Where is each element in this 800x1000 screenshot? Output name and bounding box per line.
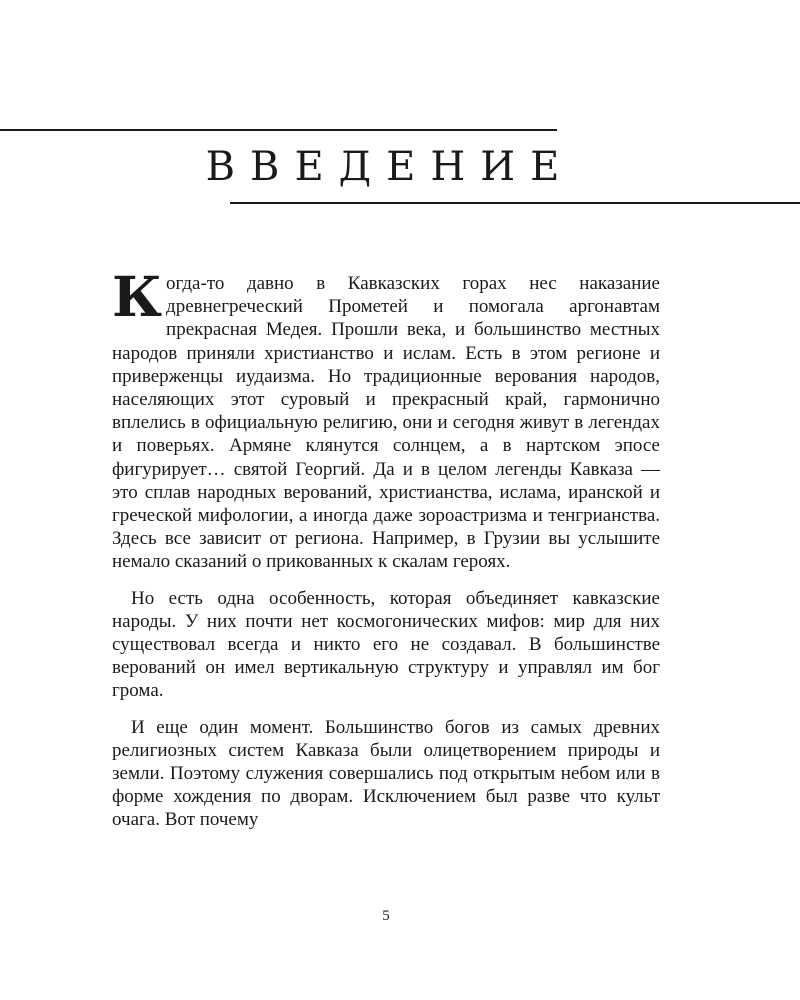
chapter-title: ВВЕДЕНИЕ: [205, 144, 575, 190]
header-rule-top: [0, 129, 557, 131]
paragraph-1: [112, 264, 660, 574]
drop-cap: К: [112, 264, 163, 329]
paragraph-1-text: огда-то давно в Кавказских горах нес наказание древнегреческий Прометей и помогала аргонавтам прекрасная Медея. Прошли века, и большинство местных народов приняли христианство и ислам. Есть в этом регионе и приверженцы иудаизма. Но традиционные верования народов, населяющих этот суровый и прекрасный край, гармонично вплелись в официальную религию, они и сегодня живут в легендах и поверьях. Армяне клянутся солнцем, а в нартском эпосе фигурирует… святой Георгий. Да и в целом легенды Кавказа — это сплав народных верований, христианства, ислама, иранской и греческой мифологии, а иногда даже зороастризма и тенгрианства. Здесь все зависит от региона. Например, в Грузии вы услышите немало сказаний о прикованных к скалам героях.: [112, 273, 660, 573]
paragraph-2: Но есть одна особенность, которая объединяет кавказские народы. У них почти нет космогонических мифов: мир для них существовал всегда и никто его не создавал. В большинстве верований он имел вертикальную структуру и управлял им бог грома.: [112, 587, 660, 702]
paragraph-3: И еще один момент. Большинство богов из самых древних религиозных систем Кавказа были олицетворением природы и земли. Поэтому служения совершались под открытым небом или в форме хождения по дворам. Исключением был разве что культ очага. Вот почему: [112, 716, 660, 831]
header-rule-bottom: [230, 202, 800, 204]
page-number: 5: [382, 908, 390, 924]
body-text: [112, 264, 660, 845]
